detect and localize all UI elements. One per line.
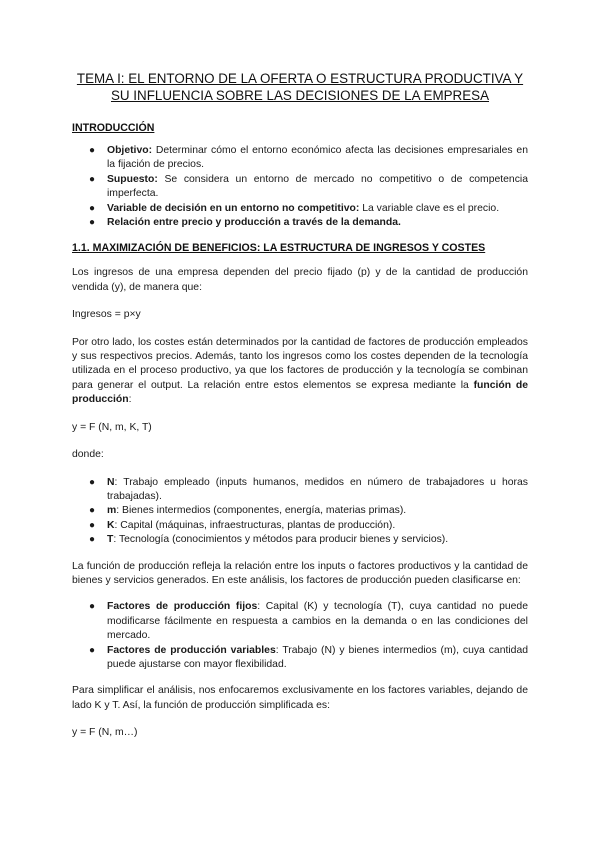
formula-production-function: y = F (N, m, K, T) <box>72 421 152 433</box>
paragraph-simplification: Para simplificar el análisis, nos enfocaremos exclusivamente en los factores variables, dejando de lado K y T. Así, la función de producción simplificada es: <box>72 685 528 711</box>
paragraph-production-function: La función de producción refleja la relación entre los inputs o factores productivos y la cantidad de bienes y servicios generados. En este análisis, los factores de producción pueden clasificarse en: <box>72 560 528 586</box>
bullet-icon: ● <box>89 217 96 229</box>
variable-item-m: ● m: Bienes intermedios (componentes, energía, materias primas). <box>72 504 528 518</box>
bullet-icon: ● <box>89 644 96 656</box>
bullet-icon: ● <box>89 173 96 185</box>
intro-bullet-objective: ● Objetivo: Determinar cómo el entorno económico afecta las decisiones empresariales en la fijación de precios. <box>89 145 528 171</box>
factors-list <box>72 600 528 672</box>
formula-simplified: y = F (N, m…) <box>72 727 138 739</box>
paragraph-revenue: Los ingresos de una empresa dependen del precio fijado (p) y de la cantidad de producción vendida (y), de manera que: <box>72 267 528 293</box>
variable-item-t: ● T: Tecnología (conocimientos y métodos para producir bienes y servicios). <box>72 533 528 547</box>
variable-item-k: ● K: Capital (máquinas, infraestructuras, plantas de producción). <box>72 519 528 533</box>
bullet-icon: ● <box>89 534 96 546</box>
bullet-icon: ● <box>89 519 96 531</box>
document-title <box>72 70 528 104</box>
bullet-icon: ● <box>89 505 96 517</box>
title-line-2: SU INFLUENCIA SOBRE LAS DECISIONES DE LA EMPRESA <box>110 88 490 103</box>
title-line-1: TEMA I: EL ENTORNO DE LA OFERTA O ESTRUCTURA PRODUCTIVA Y <box>76 71 524 86</box>
paragraph-costs: Por otro lado, los costes están determinados por la cantidad de factores de producción empleados y sus respectivos precios. Además, tanto los ingresos como los costes dependen de la tecnología utilizada en el proceso productivo, ya que los factores de producción y la tecnología se combinan para generar el output. La relación entre estos elementos se expresa mediante la función de producción: <box>72 336 528 406</box>
intro-bullet-list <box>72 144 528 230</box>
label-where: donde: <box>72 449 104 461</box>
bullet-icon: ● <box>89 601 96 613</box>
intro-bullet-decision-variable: ● Variable de decisión en un entorno no competitivo: La variable clave es el precio. <box>72 202 528 216</box>
bullet-icon: ● <box>89 476 96 488</box>
intro-bullet-assumption: ● Supuesto: Se considera un entorno de mercado no competitivo o de competencia imperfecta. <box>89 173 528 200</box>
bullet-icon: ● <box>89 202 96 214</box>
factor-item-variable: ● Factores de producción variables: Trabajo (N) y bienes intermedios (m), cuya cantidad puede ajustarse con mayor flexibilidad. <box>89 644 529 670</box>
section-heading: 1.1. MAXIMIZACIÓN DE BENEFICIOS: LA ESTRUCTURA DE INGRESOS Y COSTES <box>72 242 486 255</box>
bullet-icon: ● <box>89 145 96 156</box>
intro-heading: INTRODUCCIÓN <box>72 122 155 134</box>
variable-item-n: ● N: Trabajo empleado (inputs humanos, medidos en número de trabajadores u horas trabajadas). <box>89 476 528 502</box>
formula-revenue: Ingresos = p×y <box>72 309 141 321</box>
variables-list <box>72 476 528 548</box>
intro-bullet-price-production: ● Relación entre precio y producción a través de la demanda. <box>72 216 528 230</box>
page-content <box>72 70 528 741</box>
factor-item-fixed: ● Factores de producción fijos: Capital (K) y tecnología (T), cuya cantidad no puede modificarse fácilmente en respuesta a cambios en la demanda o en las condiciones del mercado. <box>89 601 528 642</box>
